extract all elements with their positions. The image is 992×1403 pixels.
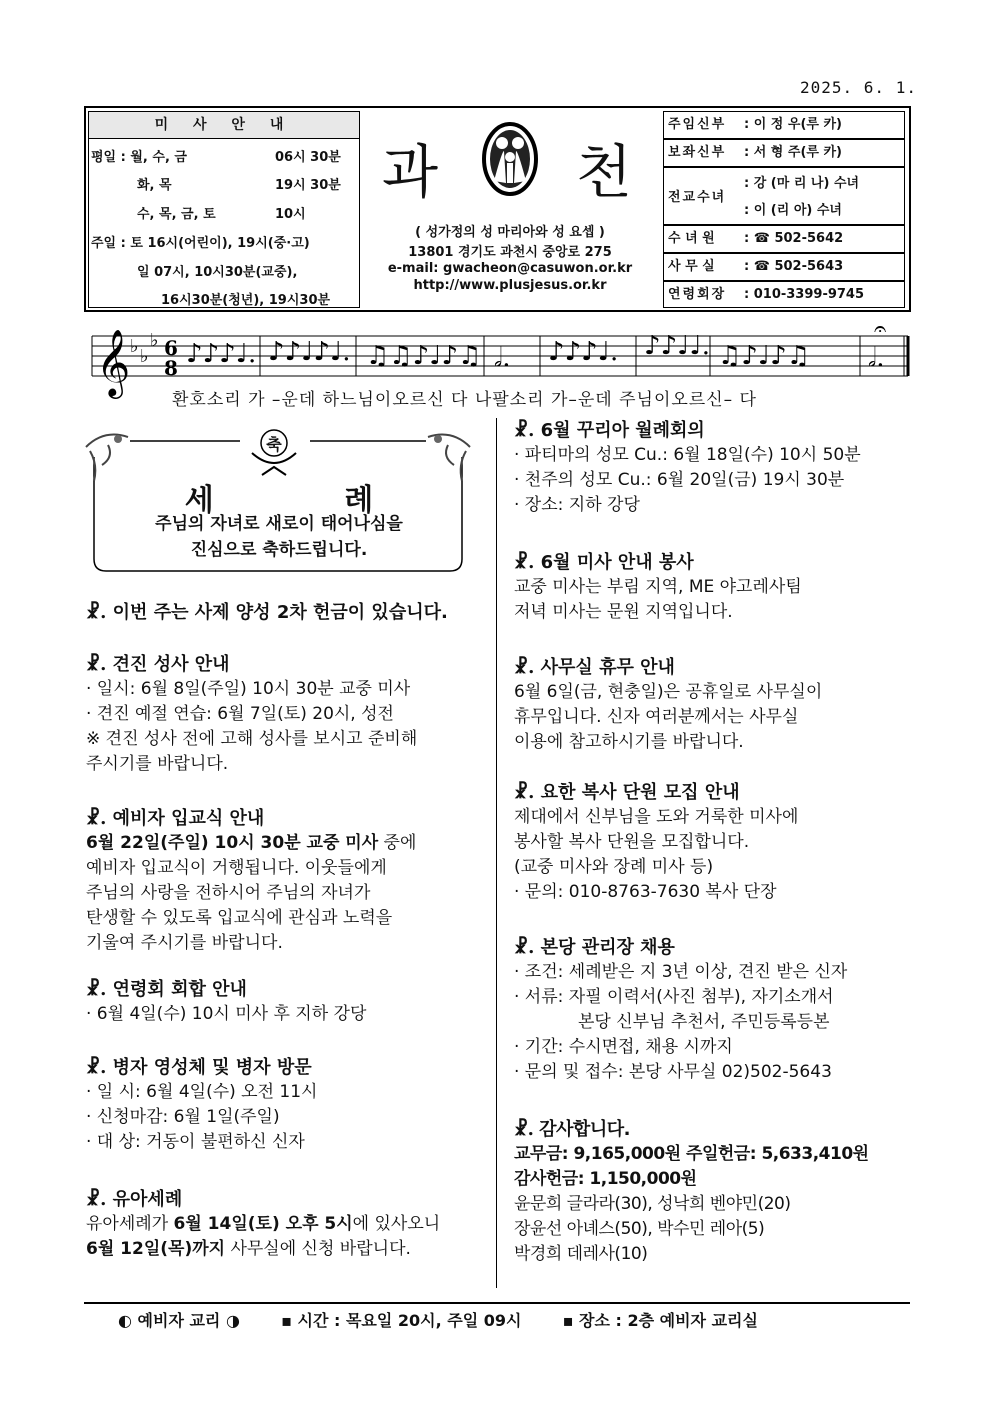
time-signature-bottom: 8 [164,356,178,380]
footer-place: ▪ 장소 : 2층 예비자 교리실 [562,1311,758,1330]
staff-row: 사 무 실 : ☎ 502-5643 [663,253,905,281]
notice-confirmation: ☧. 견진 성사 안내 · 일시: 6월 8일(주일) 10시 30분 교중 미사 · 견진 예절 연습: 6월 7일(토) 20시, 성전 ※ 견진 성사 전에 고해 성사를 보시고 준비해 주시기를 바랍니다. [86,654,418,774]
notice-catechumen: ☧. 예비자 입교식 안내 6월 22일(주일) 10시 30분 교중 미사 중에 예비자 입교식이 거행됩니다. 이웃들에게 주님의 사랑을 전하시어 주님의 자녀가 탄생할 수 있도록 입교식에 관심과 노력을 기울여 주시기를 바랍니다. [86,808,417,953]
column-divider [496,418,497,1288]
mass-schedule [88,111,360,308]
notice-sick-visit: ☧. 병자 영성체 및 병자 방문 · 일 시: 6월 4일(수) 오전 11시 · 신청마감: 6월 1일(주일) · 대 상: 거동이 불편하신 신자 [86,1057,318,1152]
mass-row: 평일 : 월, 수, 금 [91,150,187,165]
staff-row: 주임신부 : 이 정 우(루 카) [663,111,905,139]
svg-text:𝅗𝅥.: 𝅗𝅥. [868,343,885,373]
staff-row: 수 녀 원 : ☎ 502-5642 [663,225,905,253]
footer-title: ◐ 예비자 교리 ◑ [118,1311,240,1330]
parish-website: http://www.plusjesus.or.kr [413,278,607,293]
notice-office-closure: ☧. 사무실 휴무 안내 6월 6일(금, 현충일)은 공휴일로 사무실이 휴무입니다. 신자 여러분께서는 사무실 이용에 참고하시기를 바랍니다. [514,657,823,752]
baptism-title: 세 례 [184,483,434,518]
mass-row: 수, 목, 금, 토 [137,207,216,222]
flat-icon: ♭ [130,336,139,357]
baptism-announcement [80,425,480,575]
mass-row: 화, 목 [137,178,172,193]
celebration-emblem: 축 [266,435,282,454]
notice-infant-baptism: ☧. 유아세례 유아세례가 6월 14일(토) 오후 5시에 있사오니 6월 12일(목)까지 사무실에 신청 바랍니다. [86,1189,441,1259]
svg-text:♪♪♪♩.: ♪♪♪♩. [186,339,257,369]
notice-altar-server: ☧. 요한 복사 단원 모집 안내 제대에서 신부님을 도와 거룩한 미사에 봉사할 복사 단원을 모집합니다. (교중 미사와 장례 미사 등) · 문의: 010-8763-7630 복사 단장 [514,782,799,902]
notice-mass-service: ☧. 6월 미사 안내 봉사 교중 미사는 부림 지역, ME 야고레사팀 저녁 미사는 문원 지역입니다. [514,552,802,622]
svg-text:♫♪♩♪♫: ♫♪♩♪♫ [718,341,811,371]
svg-text:♪♪♩♪♩.: ♪♪♩♪♩. [268,337,351,367]
notice-collection: ☧. 이번 주는 사제 양성 2차 헌금이 있습니다. [86,602,448,623]
footer-catechism-info [118,1308,758,1331]
staff-row: 보좌신부 : 서 형 주(루 카) [663,139,905,167]
music-lyrics: 환호소리 가 –운데 하느님이오르신 다 나팔소리 가–운데 주님이오르신– 다 [172,390,757,410]
notice-hiring: ☧. 본당 관리장 채용 · 조건: 세례받은 지 3년 이상, 견진 받은 신자 · 서류: 자필 이력서(사진 첨부), 자기소개서 본당 신부님 추천서, 주민등록등본 · 기간: 수시면접, 채용 시까지 · 문의 및 접수: 본당 사무실 02)502-5643 [514,937,848,1082]
svg-text:♪♪♪♩.: ♪♪♪♩. [548,337,619,367]
notice-thanks: ☧. 감사합니다. 교무금: 9,165,000원 주일헌금: 5,633,410원 감사헌금: 1,150,000원 윤문희 글라라(30), 성낙희 벤야민(20) 장윤선 아녜스(50), 박수민 레아(5) 박경희 데레사(10) [514,1119,869,1264]
svg-text:♪♪♩♩.: ♪♪♩♩. [644,331,710,361]
notice-curia-meeting: ☧. 6월 꾸리아 월례회의 · 파티마의 성모 Cu.: 6월 18일(수) 10시 50분 · 천주의 성모 Cu.: 6월 20일(금) 19시 30분 · 장소: 지하 강당 [514,420,861,515]
parish-name-left: 과 [382,138,439,206]
flat-icon: ♭ [150,330,159,351]
mass-time: 06시 30분 [275,150,341,165]
mass-row: 주일 : 토 16시(어린이), 19시(중·고) [91,236,310,251]
staff-row: 연령회장 : 010-3399-9745 [663,281,905,308]
svg-text:𝄐: 𝄐 [874,322,887,342]
mass-time: 19시 30분 [275,178,341,193]
footer-time: ▪ 시간 : 목요일 20시, 주일 09시 [281,1311,522,1330]
mass-time: 10시 [275,207,306,222]
notice-funeral-society: ☧. 연령회 회합 안내 · 6월 4일(수) 10시 미사 후 지하 강당 [86,979,367,1024]
parish-patron: ( 성가정의 성 마리아와 성 요셉 ) [415,225,605,240]
holy-family-logo-icon [480,121,540,197]
mass-row: 일 07시, 10시30분(교중), [137,265,298,280]
staff-directory [663,111,907,308]
parish-address: 13801 경기도 과천시 중앙로 275 [408,245,612,260]
footer-divider [84,1302,910,1304]
parish-name-right: 천 [576,138,633,206]
mass-schedule-title: 미 사 안 내 [89,112,359,139]
svg-text:♫♫♪♩♪♫: ♫♫♪♩♪♫ [366,341,482,371]
parish-email: e-mail: gwacheon@casuwon.or.kr [387,261,633,276]
bulletin-date: 2025. 6. 1. [800,78,917,97]
time-signature-top: 6 [164,336,178,360]
flat-icon: ♭ [140,346,149,367]
treble-clef-icon: 𝄞 [96,328,131,396]
staff-row: 전교수녀 : 강 (마 리 나) 수녀 : 이 (리 아) 수녀 [663,167,905,225]
baptism-message: 주님의 자녀로 새로이 태어나심을 진심으로 축하드립니다. [155,514,403,560]
svg-text:𝅗𝅥.: 𝅗𝅥. [494,343,511,373]
mass-row: 16시30분(청년), 19시30분 [161,293,331,308]
